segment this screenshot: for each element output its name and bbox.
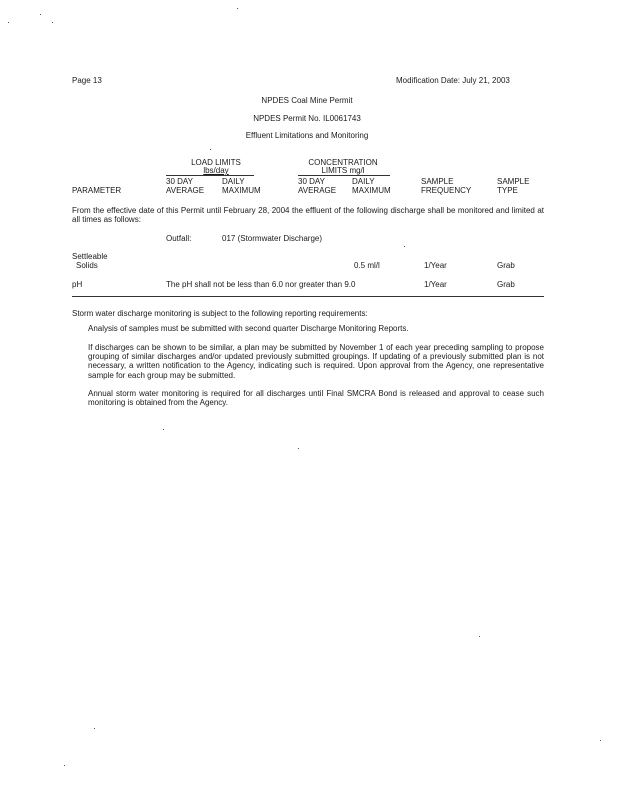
scan-speck [600,740,601,741]
concentration-rule [298,175,390,176]
scan-speck [64,765,65,766]
ph-frequency: 1/Year [424,280,447,289]
conc-maximum-header: MAXIMUM [352,186,391,195]
ph-description: The pH shall not be less than 6.0 nor greater than 9.0 [166,280,356,289]
modification-date: Modification Date: July 21, 2003 [396,76,510,85]
load-maximum-header: MAXIMUM [222,186,261,195]
settleable-type: Grab [497,261,515,270]
ph-param: pH [72,280,83,289]
load-daily: DAILY [222,177,245,186]
table-bottom-rule [72,296,544,297]
conc-average-header: AVERAGE [298,186,337,195]
concentration-units: LIMITS mg/l [321,166,365,175]
settleable-conc-max: 0.5 ml/l [354,261,380,270]
note-item: Annual storm water monitoring is required for all discharges until Final SMCRA Bond is released and approval to cease such monitoring is obtained from the Agency. [88,389,544,408]
settleable-param-line1: Settleable [72,252,108,261]
scan-speck [94,728,95,729]
scan-speck [8,22,9,23]
load-limits-rule [166,175,254,176]
outfall-value: 017 (Stormwater Discharge) [222,234,323,243]
scan-speck [237,8,238,9]
conc-daily: DAILY [352,177,375,186]
settleable-param-line2: Solids [76,261,98,270]
note-item: Analysis of samples must be submitted with second quarter Discharge Monitoring Reports. [88,324,409,333]
type-header: TYPE [497,186,518,195]
page-number: Page 13 [72,76,102,85]
scan-speck [163,429,164,430]
scan-speck [479,636,480,637]
scan-speck [40,14,41,15]
scan-speck [298,448,299,449]
load-30-day: 30 DAY [166,177,193,186]
outfall-label: Outfall: [166,234,192,243]
scan-speck [210,149,211,150]
notes-lead: Storm water discharge monitoring is subject to the following reporting requirements: [72,309,368,318]
note-item: If discharges can be shown to be similar, a plan may be submitted by November 1 of each year preceding sampling to propose grouping of similar discharges and/or updated previously submitted groupings. If updating of a previously submitted plan is not necessary, a written notification to the Agency, indicating such is required. Upon approval from the Agency, one representative sample for each group may be submitted. [88,343,544,380]
sample-frequency-label: SAMPLE [421,177,454,186]
settleable-frequency: 1/Year [424,261,447,270]
permit-number: NPDES Permit No. IL0061743 [253,114,361,123]
load-limits-heading: LOAD LIMITS [191,158,241,167]
load-average-header: AVERAGE [166,186,205,195]
load-units: lbs/day [203,166,229,175]
scan-speck [404,246,405,247]
intro-paragraph: From the effective date of this Permit until February 28, 2004 the effluent of the following discharge shall be monitored and limited at all times as follows: [72,206,544,225]
frequency-header: FREQUENCY [421,186,472,195]
permit-title: NPDES Coal Mine Permit [261,96,353,105]
sample-type-label: SAMPLE [497,177,530,186]
effluent-title: Effluent Limitations and Monitoring [245,131,369,140]
parameter-header: PARAMETER [72,186,122,195]
concentration-heading: CONCENTRATION [308,158,378,167]
scan-speck [52,22,53,23]
conc-30-day: 30 DAY [298,177,325,186]
ph-type: Grab [497,280,515,289]
